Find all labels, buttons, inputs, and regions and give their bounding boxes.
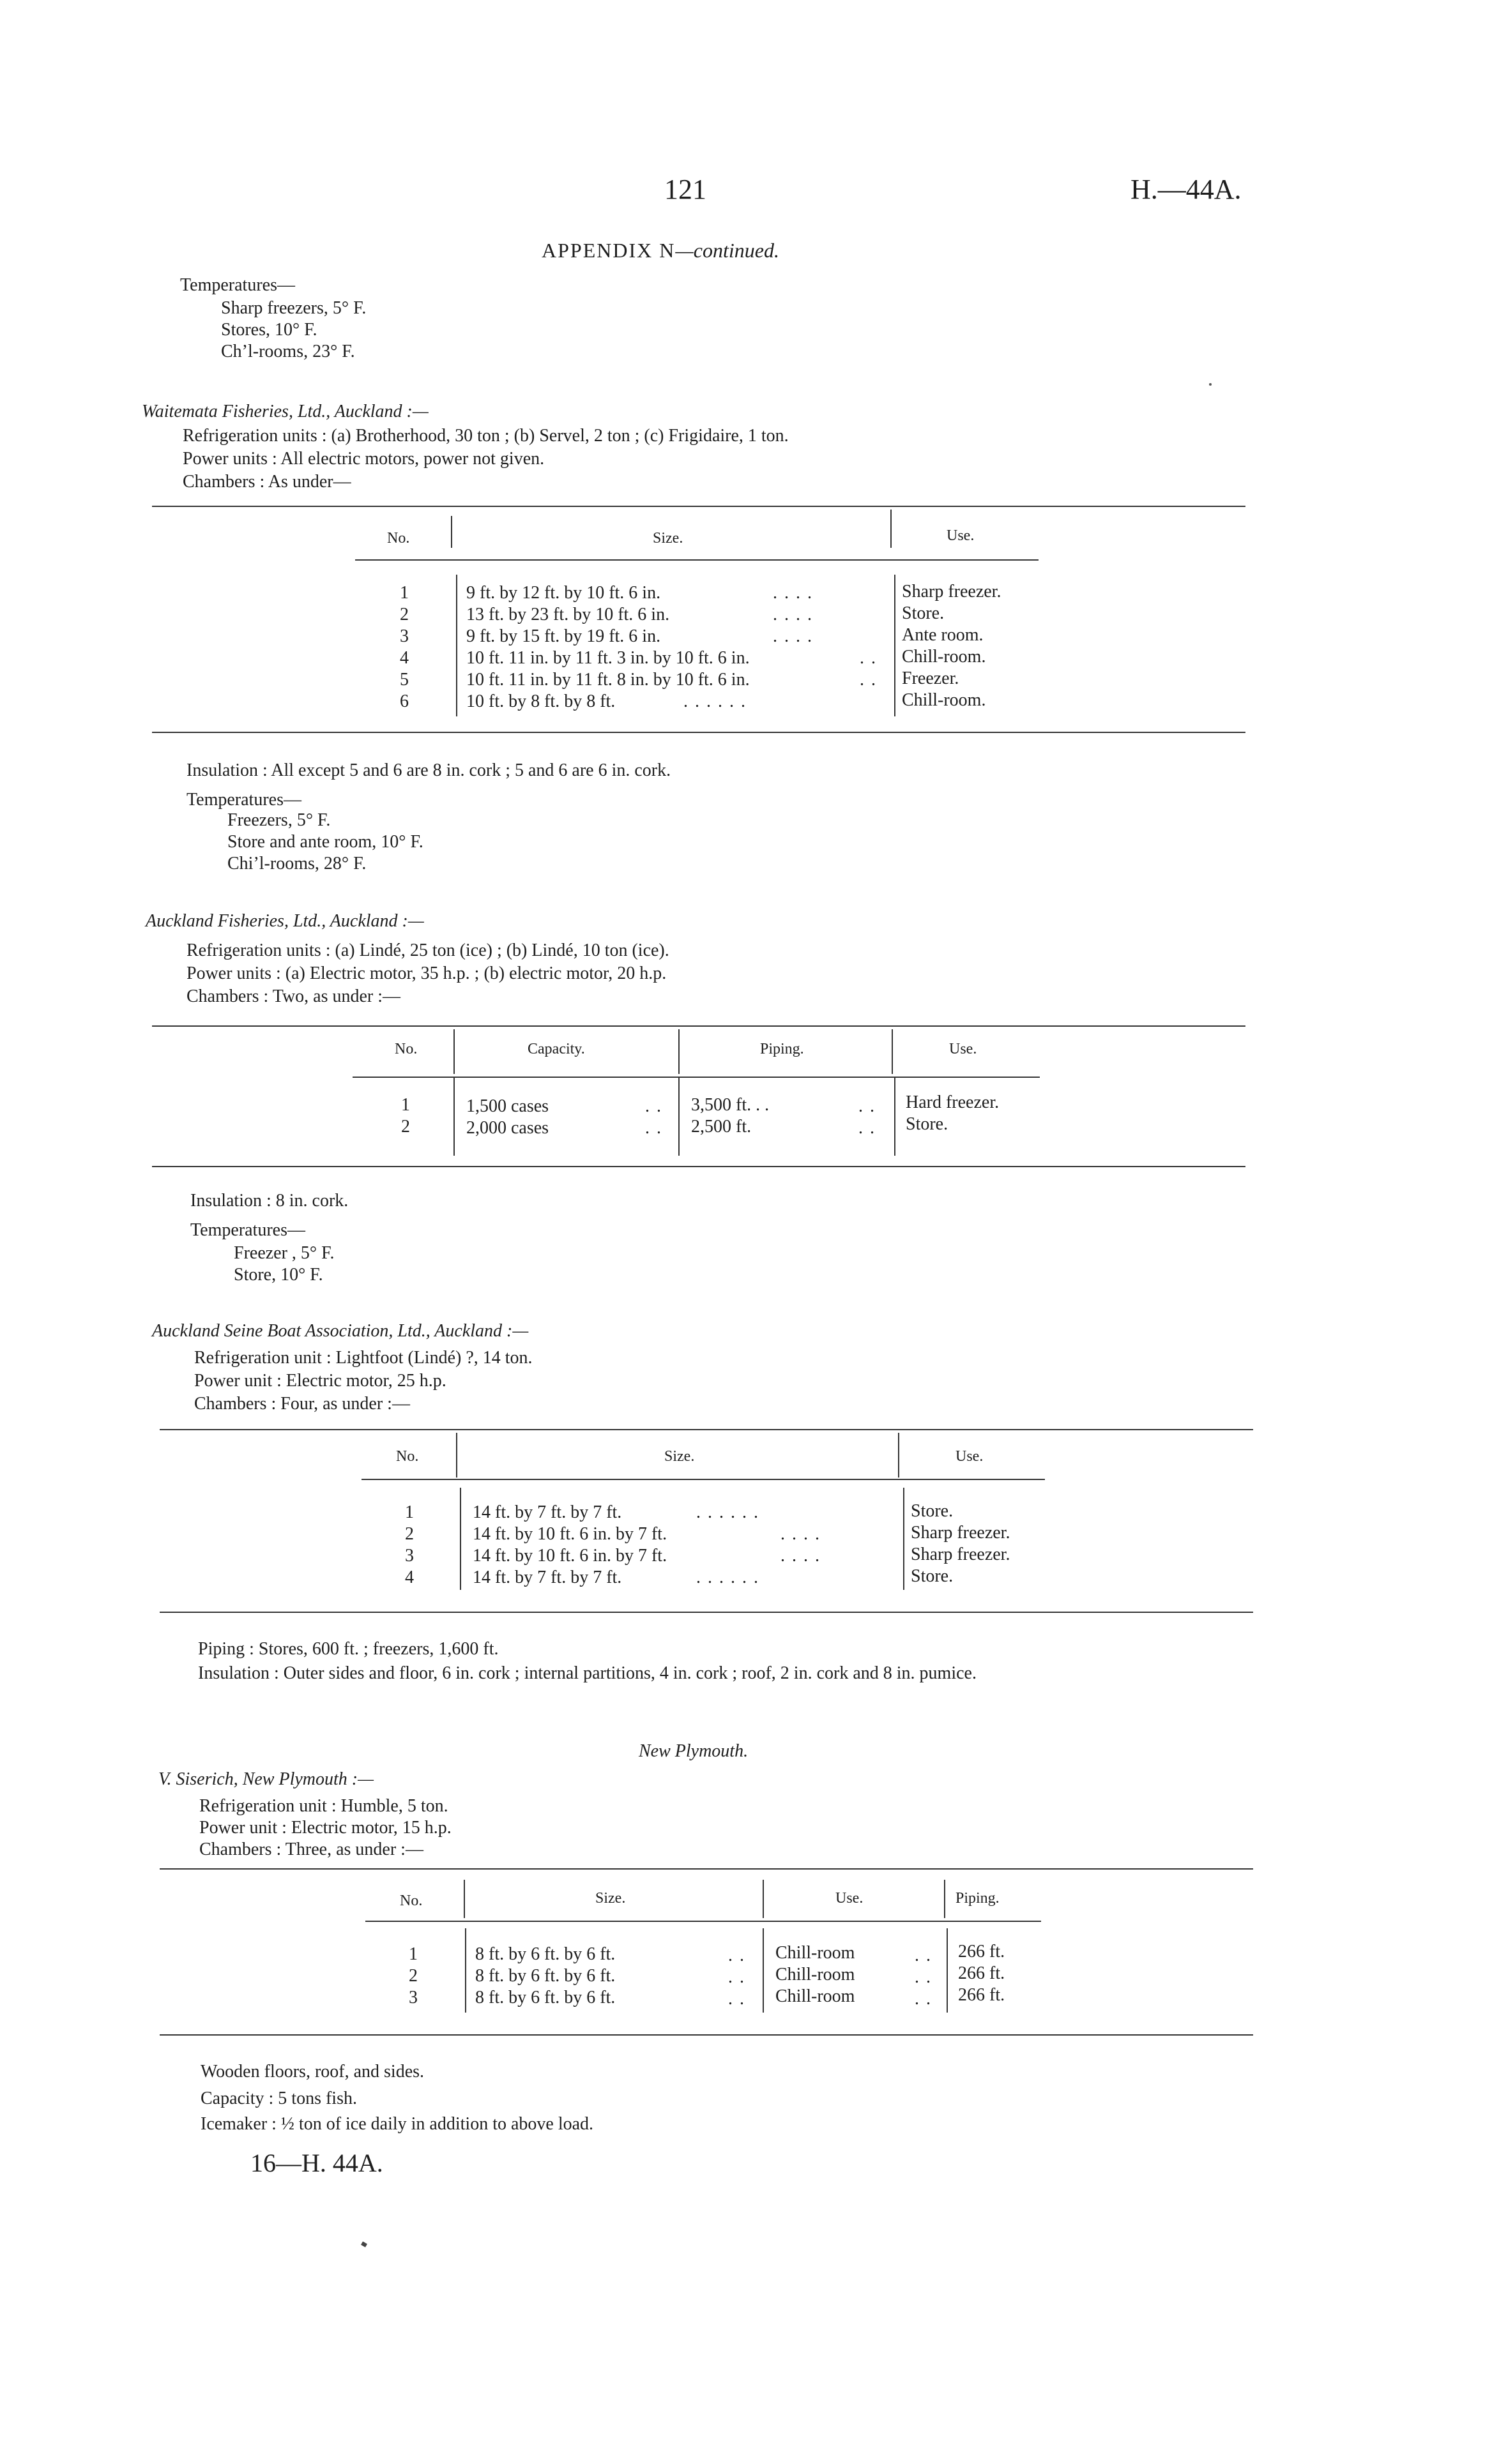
column-divider	[892, 1029, 893, 1074]
table-top-rule	[152, 506, 1245, 507]
cell-size: 14 ft. by 7 ft. by 7 ft.	[473, 1568, 622, 1587]
leader-dots: . .	[728, 1946, 745, 1965]
cell-no: 3	[405, 1546, 414, 1566]
table-top-rule	[152, 1025, 1245, 1027]
column-header-use: Use.	[949, 1041, 977, 1057]
cell-use: Sharp freezer.	[902, 582, 1001, 601]
appendix-title-suffix: —continued.	[675, 239, 779, 262]
column-header-piping: Piping.	[955, 1890, 1000, 1907]
power-units: Power units : All electric motors, power not given.	[183, 449, 545, 469]
company-title: Auckland Fisheries, Ltd., Auckland :—	[146, 911, 424, 931]
temperatures-heading: Temperatures—	[187, 790, 301, 810]
power-units: Power unit : Electric motor, 15 h.p.	[199, 1818, 452, 1838]
fraction: ½	[280, 2114, 294, 2134]
leader-dots: . . . .	[780, 1524, 821, 1544]
icemaker-label: Icemaker :	[201, 2114, 281, 2134]
temperature-line: Sharp freezers, 5° F.	[221, 298, 367, 318]
cell-size: 13 ft. by 23 ft. by 10 ft. 6 in.	[466, 605, 670, 624]
cell-piping: 2,500 ft.	[691, 1117, 752, 1137]
piping-line: Piping : Stores, 600 ft. ; freezers, 1,600 ft.	[198, 1639, 499, 1659]
cell-no: 3	[400, 626, 409, 646]
table-top-rule	[160, 1429, 1253, 1430]
column-divider	[451, 516, 452, 548]
leader-dots: . .	[860, 670, 877, 690]
column-divider	[453, 1077, 455, 1156]
cell-use: Sharp freezer.	[911, 1523, 1010, 1543]
leader-dots: . .	[728, 1989, 745, 2009]
temperature-line: Stores, 10° F.	[221, 320, 317, 340]
column-header-piping: Piping.	[760, 1041, 804, 1057]
cell-capacity: 2,000 cases	[466, 1118, 549, 1138]
column-divider	[894, 575, 895, 716]
column-divider	[456, 1433, 457, 1478]
cell-size: 8 ft. by 6 ft. by 6 ft.	[475, 1988, 616, 2007]
signature-mark: 16—H. 44A.	[250, 2149, 383, 2177]
leader-dots: . .	[858, 1096, 876, 1116]
column-divider	[464, 1880, 465, 1918]
cell-size: 9 ft. by 12 ft. by 10 ft. 6 in.	[466, 583, 661, 603]
power-units: Power unit : Electric motor, 25 h.p.	[194, 1371, 446, 1391]
refrigeration-units: Refrigeration units : (a) Brotherhood, 30 ton ; (b) Servel, 2 ton ; (c) Frigidaire, 1 ton.	[183, 426, 789, 446]
refrigeration-units: Refrigeration unit : Lightfoot (Lindé) ?, 14 ton.	[194, 1348, 533, 1368]
column-header-no: No.	[387, 530, 410, 547]
cell-no: 4	[400, 648, 409, 668]
leader-dots: . .	[915, 1946, 932, 1965]
cell-size: 9 ft. by 15 ft. by 19 ft. 6 in.	[466, 626, 661, 646]
leader-dots: . . . .	[773, 626, 813, 646]
leader-dots: . . . . . .	[696, 1568, 759, 1587]
leader-dots: . . . . . .	[696, 1502, 759, 1522]
cell-no: 1	[401, 1095, 410, 1115]
appendix-title	[542, 238, 779, 263]
chambers-line: Chambers : Two, as under :—	[187, 986, 401, 1006]
cell-piping: 266 ft.	[958, 1985, 1005, 2005]
cell-piping: 266 ft.	[958, 1963, 1005, 1983]
chambers-line: Chambers : As under—	[183, 472, 351, 492]
leader-dots: . .	[860, 648, 877, 668]
cell-piping: 3,500 ft. . .	[691, 1095, 770, 1115]
cell-no: 1	[409, 1944, 418, 1964]
header-underline	[355, 559, 1039, 561]
leader-dots: . .	[915, 1989, 932, 2009]
cell-no: 6	[400, 692, 409, 711]
cell-use: Store.	[902, 603, 945, 623]
cell-use: Chill-room	[775, 1943, 855, 1963]
speck-mark	[1209, 383, 1212, 386]
leader-dots: . . . .	[773, 605, 813, 624]
column-divider	[903, 1488, 904, 1590]
leader-dots: . .	[645, 1096, 662, 1116]
floors-line: Wooden floors, roof, and sides.	[201, 2062, 425, 2082]
leader-dots: . .	[915, 1967, 932, 1987]
capacity-line: Capacity : 5 tons fish.	[201, 2089, 357, 2108]
cell-use: Chill-room	[775, 1965, 855, 1984]
chambers-line: Chambers : Four, as under :—	[194, 1394, 410, 1414]
cell-size: 10 ft. by 8 ft. by 8 ft.	[466, 692, 616, 711]
cell-no: 5	[400, 670, 409, 690]
page-number: 121	[664, 174, 706, 205]
company-title: Waitemata Fisheries, Ltd., Auckland :—	[142, 402, 429, 421]
chambers-line: Chambers : Three, as under :—	[199, 1840, 423, 1859]
cell-use: Chill-room.	[902, 690, 986, 710]
insulation-line: Insulation : Outer sides and floor, 6 in. cork ; internal partitions, 4 in. cork ; roof, 2 in. cork and 8 in. pumice.	[198, 1663, 977, 1683]
column-divider	[944, 1880, 945, 1918]
column-divider	[678, 1029, 680, 1074]
column-divider	[453, 1029, 455, 1074]
cell-no: 2	[405, 1524, 414, 1544]
column-divider	[465, 1928, 466, 2013]
temperatures-heading: Temperatures—	[190, 1220, 305, 1240]
cell-use: Store.	[911, 1501, 954, 1521]
column-divider	[460, 1488, 461, 1590]
appendix-title-main: APPENDIX N	[542, 239, 676, 262]
cell-size: 10 ft. 11 in. by 11 ft. 3 in. by 10 ft. 6 in.	[466, 648, 750, 668]
cell-use: Hard freezer.	[906, 1092, 1000, 1112]
temperature-line: Ch’l-rooms, 23° F.	[221, 342, 355, 361]
refrigeration-units: Refrigeration unit : Humble, 5 ton.	[199, 1796, 448, 1816]
temperature-line: Chi’l-rooms, 28° F.	[227, 854, 367, 873]
cell-size: 8 ft. by 6 ft. by 6 ft.	[475, 1944, 616, 1964]
column-header-use: Use.	[947, 527, 975, 544]
cell-use: Sharp freezer.	[911, 1545, 1010, 1564]
cell-use: Store.	[906, 1114, 948, 1134]
column-header-size: Size.	[595, 1890, 626, 1907]
column-divider	[947, 1928, 948, 2013]
column-header-no: No.	[400, 1893, 423, 1909]
cell-no: 1	[405, 1502, 414, 1522]
cell-size: 14 ft. by 10 ft. 6 in. by 7 ft.	[473, 1524, 667, 1544]
insulation-line: Insulation : 8 in. cork.	[190, 1191, 349, 1211]
cell-size: 10 ft. 11 in. by 11 ft. 8 in. by 10 ft. 6 in.	[466, 670, 750, 690]
header-underline	[365, 1921, 1041, 1922]
speck-mark	[361, 2241, 367, 2247]
cell-use: Chill-room	[775, 1986, 855, 2006]
icemaker-line	[201, 2113, 593, 2135]
temperature-line: Store and ante room, 10° F.	[227, 832, 423, 852]
leader-dots: . .	[858, 1118, 876, 1138]
header-underline	[362, 1479, 1045, 1480]
document-reference: H.—44A.	[1130, 174, 1242, 205]
cell-no: 3	[409, 1988, 418, 2007]
cell-capacity: 1,500 cases	[466, 1096, 549, 1116]
refrigeration-units: Refrigeration units : (a) Lindé, 25 ton (ice) ; (b) Lindé, 10 ton (ice).	[187, 941, 669, 960]
cell-use: Ante room.	[902, 625, 984, 645]
column-divider	[763, 1928, 764, 2013]
cell-no: 4	[405, 1568, 414, 1587]
column-divider	[890, 510, 892, 548]
company-title: Auckland Seine Boat Association, Ltd., Auckland :—	[152, 1321, 529, 1341]
leader-dots: . . . . . .	[683, 692, 747, 711]
cell-no: 2	[409, 1966, 418, 1986]
temperature-line: Freezers, 5° F.	[227, 810, 331, 830]
header-underline	[353, 1077, 1040, 1078]
temperatures-heading: Temperatures—	[180, 275, 295, 295]
temperature-line: Store, 10° F.	[234, 1265, 323, 1285]
cell-no: 2	[401, 1117, 410, 1137]
column-header-use: Use.	[835, 1890, 864, 1907]
table-bottom-rule	[160, 2034, 1253, 2036]
column-header-use: Use.	[955, 1448, 984, 1465]
column-divider	[763, 1880, 764, 1918]
column-header-size: Size.	[664, 1448, 695, 1465]
cell-piping: 266 ft.	[958, 1942, 1005, 1961]
company-title: V. Siserich, New Plymouth :—	[158, 1769, 374, 1789]
table-bottom-rule	[152, 1166, 1245, 1167]
table-bottom-rule	[152, 732, 1245, 733]
cell-no: 1	[400, 583, 409, 603]
cell-use: Freezer.	[902, 669, 959, 688]
leader-dots: . . . .	[780, 1546, 821, 1566]
temperature-line: Freezer , 5° F.	[234, 1243, 335, 1263]
insulation-line: Insulation : All except 5 and 6 are 8 in. cork ; 5 and 6 are 6 in. cork.	[187, 760, 671, 780]
cell-size: 14 ft. by 10 ft. 6 in. by 7 ft.	[473, 1546, 667, 1566]
cell-no: 2	[400, 605, 409, 624]
cell-use: Store.	[911, 1566, 954, 1586]
column-header-no: No.	[396, 1448, 419, 1465]
column-divider	[894, 1077, 895, 1156]
cell-size: 14 ft. by 7 ft. by 7 ft.	[473, 1502, 622, 1522]
column-header-no: No.	[395, 1041, 418, 1057]
cell-use: Chill-room.	[902, 647, 986, 667]
table-top-rule	[160, 1868, 1253, 1870]
column-divider	[898, 1433, 899, 1478]
table-bottom-rule	[160, 1612, 1253, 1613]
region-heading: New Plymouth.	[639, 1741, 749, 1761]
power-units: Power units : (a) Electric motor, 35 h.p. ; (b) electric motor, 20 h.p.	[187, 964, 667, 983]
column-header-capacity: Capacity.	[528, 1041, 585, 1057]
leader-dots: . . . .	[773, 583, 813, 603]
column-header-size: Size.	[653, 530, 683, 547]
icemaker-text: ton of ice daily in addition to above load.	[294, 2114, 594, 2134]
leader-dots: . .	[645, 1118, 662, 1138]
leader-dots: . .	[728, 1967, 745, 1987]
cell-size: 8 ft. by 6 ft. by 6 ft.	[475, 1966, 616, 1986]
column-divider	[678, 1077, 680, 1156]
column-divider	[456, 575, 457, 716]
